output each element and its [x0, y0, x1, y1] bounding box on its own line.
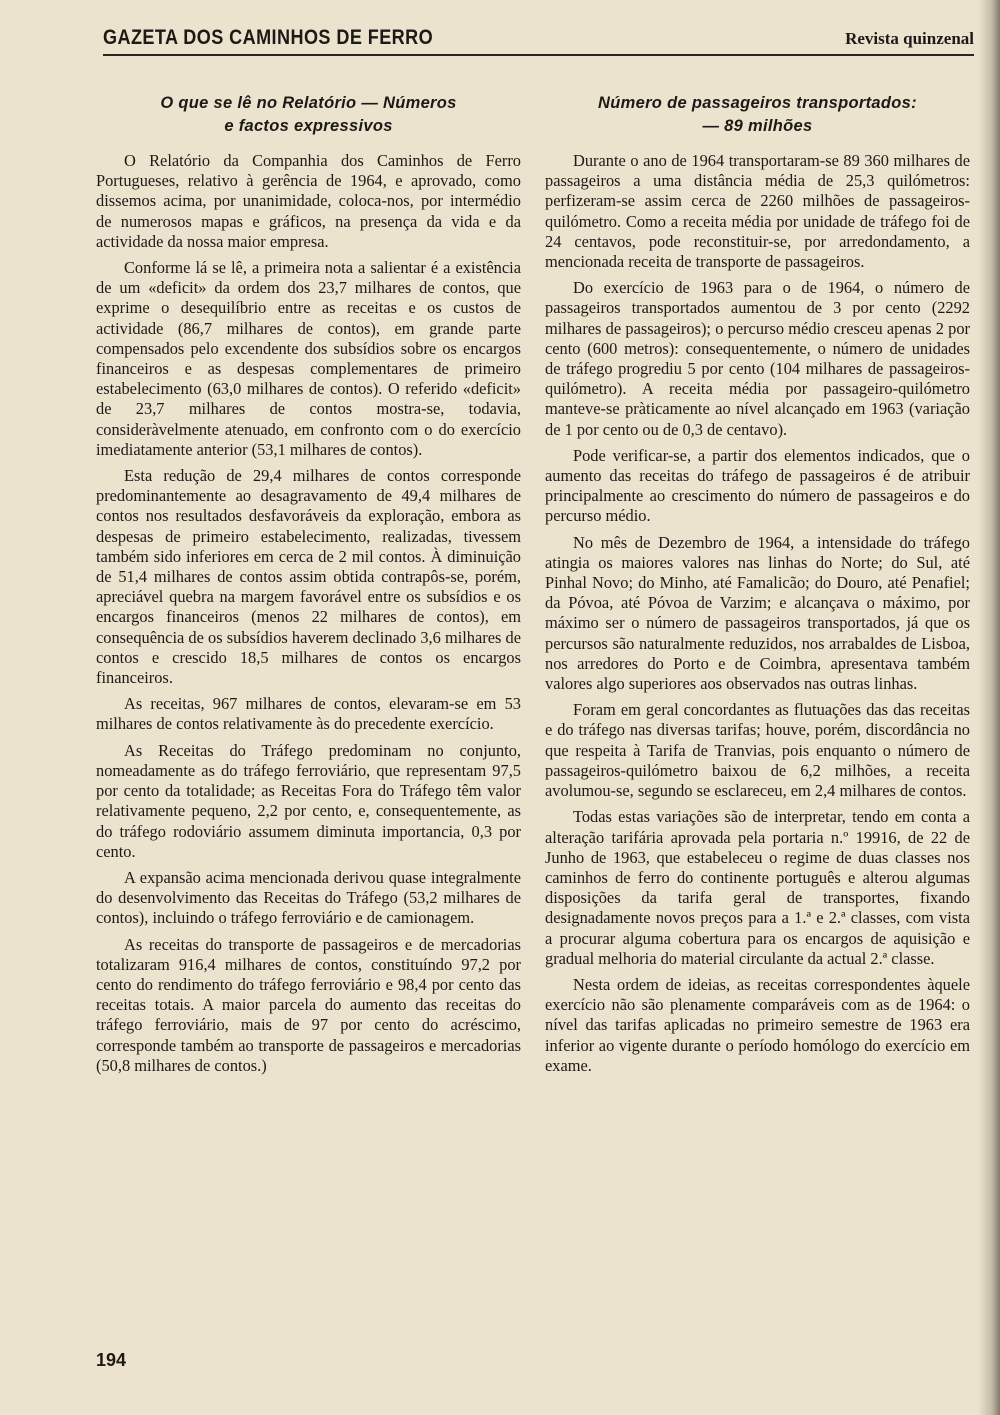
journal-title: GAZETA DOS CAMINHOS DE FERRO: [103, 26, 434, 49]
left-section-heading: [96, 92, 521, 138]
paragraph: Esta redução de 29,4 milhares de contos corresponde predominantemente ao desagravamento de 49,4 milhares de contos nos resultados desfavoráveis da exploração, embora as despesas de primeiro estabelecimento, realizadas, tivessem também sido inferiores em cerca de 2 mil contos. À diminuição de 51,4 milhares de contos assim obtida contrapôs-se, porém, apreciável quebra na margem favorável entre os subsídios e os encargos financeiros (menos 22 milhares de contos), em consequência de os subsídios haverem declinado 3,6 milhares de contos e crescido 18,5 milhares de contos os encargos financeiros.: [96, 466, 521, 688]
paragraph: No mês de Dezembro de 1964, a intensidade do tráfego atingia os maiores valores nas linhas do Norte; do Sul, até Pinhal Novo; do Minho, até Famalicão; do Douro, até Penafiel; da Póvoa, até Póvoa de Varzim; e alcançava o máximo, por máximo ser o número de passageiros transportados, já que os percursos são naturalmente reduzidos, nos arrabaldes de Lisboa, nos arredores do Porto e de Coimbra, apresentava também valores algo superiores aos observados nas outras linhas.: [545, 532, 970, 694]
paragraph: Nesta ordem de ideias, as receitas correspondentes àquele exercício não são plenamente comparáveis com as de 1964: o nível das tarifas aplicadas no primeiro semestre de 1963 era inferior ao vigente durante o período homólogo do exercício em exame.: [545, 974, 970, 1075]
paragraph: As Receitas do Tráfego predominam no conjunto, nomeadamente as do tráfego ferroviário, que representam 97,5 por cento da totalidade; as Receitas Fora do Tráfego têm valor relativamente pequeno, 2,2 por cento, e, consequentemente, as do tráfego rodoviário assumem diminuta importancia, 0,3 por cento.: [96, 740, 521, 861]
paragraph: O Relatório da Companhia dos Caminhos de Ferro Portugueses, relativo à gerência de 1964, e aprovado, como dissemos acima, por unanimidade, coloca-nos, por intermédio de numerosos mapas e gráficos, na presença da vida e da actividade da nossa maior empresa.: [96, 151, 521, 251]
paragraph: Todas estas variações são de interpretar, tendo em conta a alteração tarifária aprovada pela portaria n.º 19916, de 22 de Junho de 1963, que estabeleceu o regime de duas classes nos caminhos de ferro do continente português e alterou algumas disposições da tarifa geral de transportes, fixando designadamente novos preços para a 1.ª e 2.ª classes, com vista a procurar alguma cobertura para os encargos de aquisição e gradual melhoria do material circulante da actual 2.ª classe.: [545, 807, 970, 968]
running-header: [103, 20, 974, 56]
left-heading-line2: e factos expressivos: [224, 117, 393, 135]
page-number: 194: [96, 1350, 127, 1370]
left-column: [96, 92, 521, 1082]
paragraph: Durante o ano de 1964 transportaram-se 89 360 milhares de passageiros a uma distância média de 25,3 quilómetros: perfizeram-se assim cerca de 2260 milhões de passageiros-quilómetro. Como a receita média por unidade de tráfego foi de 24 centavos, pode reconstituir-se, por arredondamento, a mencionada receita de transporte de passageiros.: [545, 151, 970, 272]
right-heading-line1: Número de passageiros transportados:: [598, 94, 917, 112]
journal-subtitle: Revista quinzenal: [845, 29, 974, 48]
paragraph: As receitas do transporte de passageiros e de mercadorias totalizaram 916,4 milhares de contos, constituíndo 97,2 por cento do rendimento do tráfego ferroviário e 98,4 por cento das receitas totais. A maior parcela do aumento das receitas do tráfego ferroviário, mais de 97 por cento do acréscimo, corresponde também ao transporte de passageiros e mercadorias (50,8 milhares de contos.): [96, 934, 521, 1075]
paragraph: Conforme lá se lê, a primeira nota a salientar é a existência de um «deficit» da ordem dos 23,7 milhares de contos, que exprime o desequilíbrio entre as receitas e os custos de actividade (86,7 milhares de contos), em grande parte compensados pelo excendente dos subsídios sobre os encargos financeiros e as despesas complementares de primeiro estabelecimento (63,0 milhares de contos). O referido «deficit» de 23,7 milhares de contos mostra-se, todavia, consideràvelmente atenuado, em confronto com o do exercício imediatamente anterior (53,1 milhares de contos).: [96, 258, 521, 459]
page-edge-shadow: [978, 0, 1000, 1415]
paragraph: A expansão acima mencionada derivou quase integralmente do desenvolvimento das Receitas do Tráfego (53,2 milhares de contos), incluindo o tráfego ferroviário e de camionagem.: [96, 867, 521, 928]
paragraph: Pode verificar-se, a partir dos elementos indicados, que o aumento das receitas do tráfego de passageiros é de atribuir principalmente ao crescimento do número de passageiros e do percurso médio.: [545, 445, 970, 526]
right-section-heading: [545, 92, 970, 138]
paragraph: Do exercício de 1963 para o de 1964, o número de passageiros transportados aumentou de 3 por cento (2292 milhares de passageiros); o percurso médio cresceu apenas 2 por cento (600 metros): consequentemente, o número de unidades de tráfego progrediu 5 por cento (104 milhares de passageiros-quilómetro). A receita média por passageiro-quilómetro manteve-se pràticamente ao nível alcançado em 1963 (variação de 1 por cento ou de 0,3 de centavo).: [545, 278, 970, 439]
left-heading-line1: O que se lê no Relatório — Números: [160, 94, 457, 112]
paragraph: As receitas, 967 milhares de contos, elevaram-se em 53 milhares de contos relativamente às do precedente exercício.: [96, 694, 521, 734]
right-heading-line2: — 89 milhões: [702, 117, 813, 135]
right-column: [545, 92, 970, 1082]
paragraph: Foram em geral concordantes as flutuações das das receitas e do tráfego nas diversas tarifas; houve, porém, discordância no que respeita à Tarifa de Tranvias, pois enquanto o número de passageiros-quilómetro baixou de 6,2 milhões, a receita avolumou-se, segundo se esclareceu, em 2,4 milhares de contos.: [545, 700, 970, 801]
